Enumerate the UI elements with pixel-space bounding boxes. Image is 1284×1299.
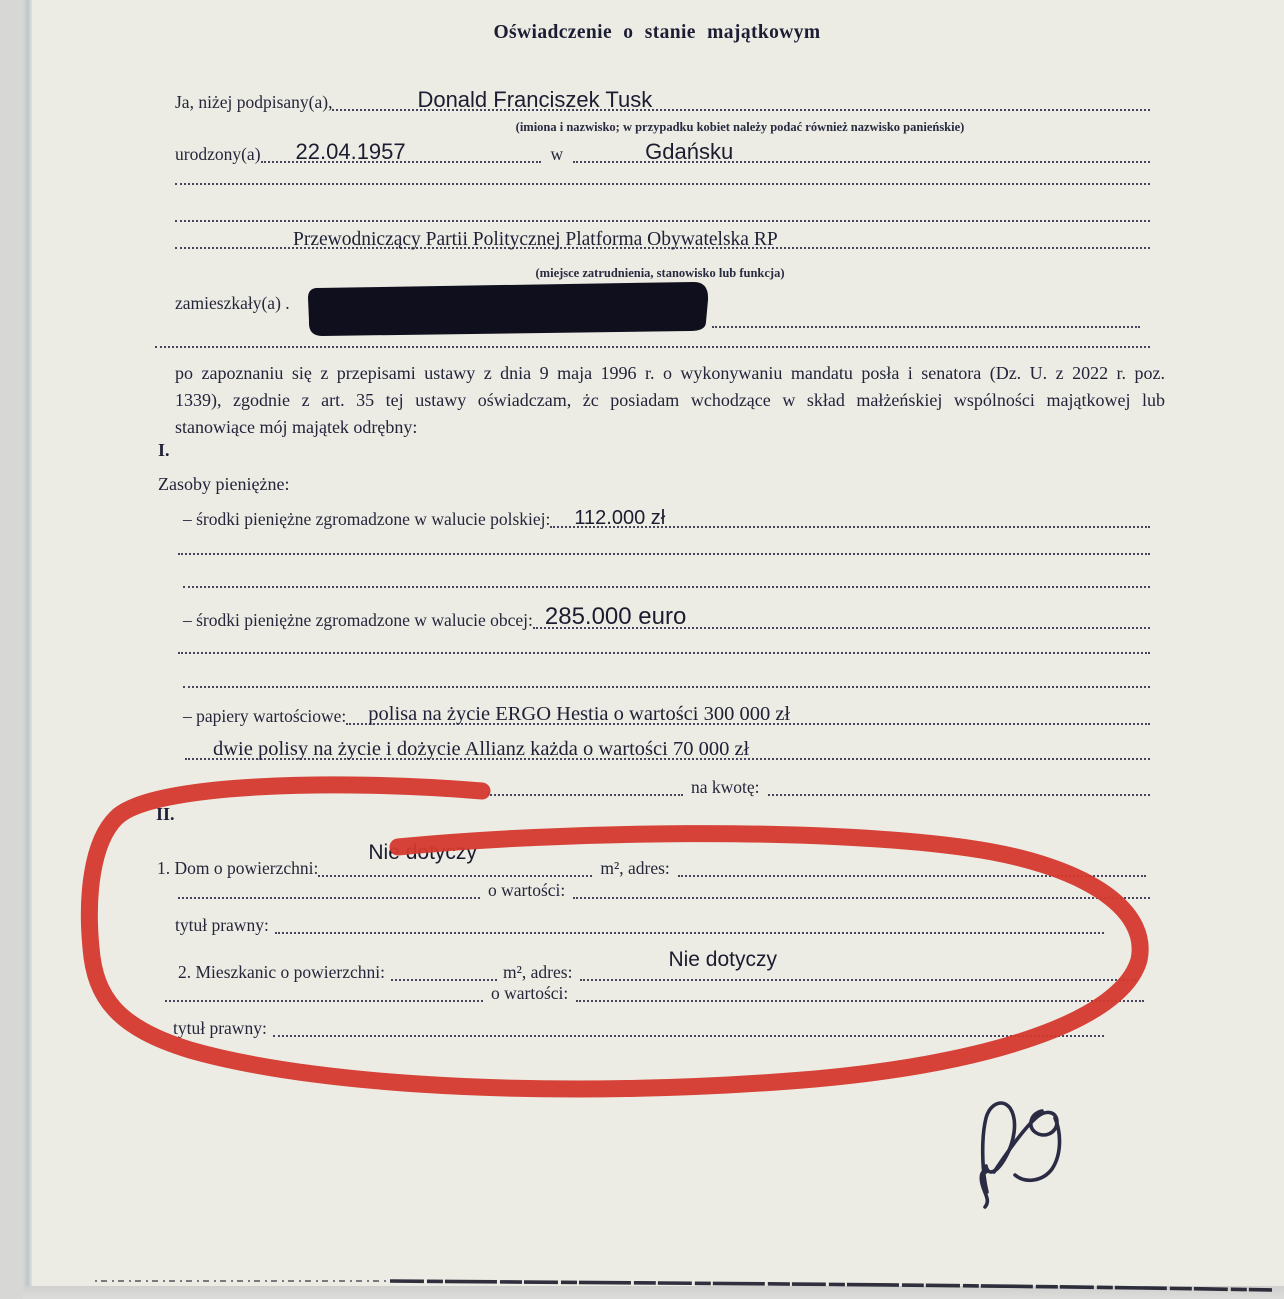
dotted-line: [175, 220, 1150, 222]
dotted-line: [178, 652, 1150, 654]
position-caption: (miejsce zatrudnienia, stanowisko lub funkcja): [535, 266, 785, 280]
dotted-line: [175, 183, 1150, 185]
house-area-value: Nie dotyczy: [368, 841, 477, 864]
polish-currency-label: – środki pieniężne zgromadzone w walucie polskiej:: [183, 509, 551, 530]
apartment-title-field: [273, 1035, 1104, 1037]
position-field: [175, 228, 1150, 249]
birth-row: [175, 138, 1150, 166]
securities-row-2: [185, 737, 1150, 763]
legal-paragraph-line-2: 1339), zgodnie z art. 35 tej ustawy oświadczam, żc posiadam wchodzące w skład małżeńskiej wspólności majątkowej lub: [175, 390, 1165, 410]
house-unit-address-label: m², adres:: [600, 858, 670, 879]
born-in-label: w: [550, 143, 564, 164]
polish-currency-field: [550, 506, 1150, 528]
paper-sheet: [30, 0, 1284, 1288]
house-label: 1. Dom o powierzchni:: [157, 858, 319, 879]
dotted-line: [183, 586, 1150, 588]
house-value-field: [573, 897, 1150, 899]
legal-paragraph-line-1: po zapoznaniu się z przepisami ustawy z dnia 9 maja 1996 r. o wykonywaniu mandatu posła i senatora (Dz. U. z 2022 r. poz.: [175, 363, 1165, 383]
foreign-currency-row: [183, 602, 1150, 632]
dotted-line: [391, 977, 497, 981]
declarant-name-value: Donald Franciszek Tusk: [417, 87, 653, 112]
position-row: [175, 228, 1150, 252]
house-value-row: [178, 880, 1150, 902]
securities-label: – papiery wartościowe:: [183, 705, 347, 726]
paper-left-edge: [23, 0, 32, 1292]
paper-bottom-edge: [23, 1286, 1284, 1299]
apartment-unit-address-label: m², adres:: [503, 962, 573, 983]
dotted-line: [183, 686, 1150, 688]
declarant-name-row: [175, 86, 1150, 114]
birth-place-value: Gdańsku: [645, 139, 734, 164]
securities-field-2: [185, 737, 1150, 760]
declarant-label: Ja, niżej podpisany(a),: [175, 91, 333, 112]
apartment-label: 2. Mieszkanic o powierzchni:: [178, 962, 386, 983]
dotted-line: [165, 998, 483, 1002]
dotted-line: [155, 346, 1150, 348]
name-field-caption: (imiona i nazwisko; w przypadku kobiet należy podać również nazwisko panieńskie): [515, 120, 965, 134]
apartment-row: [178, 947, 1136, 984]
house-value-label: o wartości:: [488, 880, 566, 900]
dotted-line: [712, 326, 1140, 328]
house-title-row: [175, 915, 1104, 937]
dotted-line: [178, 895, 480, 899]
section-2-number: II.: [156, 804, 175, 824]
amount-field: [768, 794, 1150, 796]
apartment-title-row: [173, 1018, 1104, 1040]
securities-field-1: [346, 702, 1150, 725]
house-address-field: [678, 875, 1146, 877]
securities-value-2: dwie polisy na życie i dożycie Allianz każda o wartości 70 000 zł: [213, 738, 750, 760]
house-area-field: [318, 840, 592, 877]
polish-currency-value: 112.000 zł: [574, 507, 666, 529]
apartment-address-value: Nie dotyczy: [668, 948, 777, 971]
amount-row: [487, 777, 1150, 799]
amount-label: na kwotę:: [691, 777, 760, 797]
apartment-title-label: tytuł prawny:: [173, 1018, 267, 1038]
section-1-heading: Zasoby pieniężne:: [158, 474, 290, 494]
securities-row-1: [183, 702, 1150, 728]
house-row: [157, 840, 1146, 880]
apartment-value-row: [165, 983, 1144, 1005]
legal-paragraph-line-3: stanowiące mój majątek odrębny:: [175, 417, 418, 437]
dotted-line: [487, 792, 683, 796]
apartment-address-field: [580, 947, 1136, 981]
securities-value-1: polisa na życie ERGO Hestia o wartości 300 000 zł: [368, 703, 791, 725]
polish-currency-row: [183, 506, 1150, 531]
dotted-line: [178, 553, 1150, 555]
apartment-value-field: [576, 1000, 1144, 1002]
residence-label: zamieszkały(a) .: [175, 293, 290, 313]
house-title-field: [275, 932, 1104, 934]
foreign-currency-label: – środki pieniężne zgromadzone w walucie obcej:: [183, 610, 533, 631]
birth-place-field: [573, 138, 1150, 163]
born-label: urodzony(a): [175, 143, 261, 164]
declarant-name-field: [332, 86, 1150, 111]
foreign-currency-value: 285.000 euro: [544, 603, 687, 630]
birth-date-value: 22.04.1957: [295, 139, 406, 164]
section-1-number: I.: [158, 440, 170, 460]
document-title: Oświadczenie o stanie majątkowym: [493, 22, 821, 43]
house-title-label: tytuł prawny:: [175, 915, 269, 935]
birth-date-field: [261, 138, 541, 163]
position-value: Przewodniczący Partii Politycznej Platforma Obywatelska RP: [293, 229, 778, 250]
apartment-value-label: o wartości:: [491, 983, 569, 1003]
foreign-currency-field: [533, 602, 1150, 629]
residence-row: [175, 293, 305, 315]
